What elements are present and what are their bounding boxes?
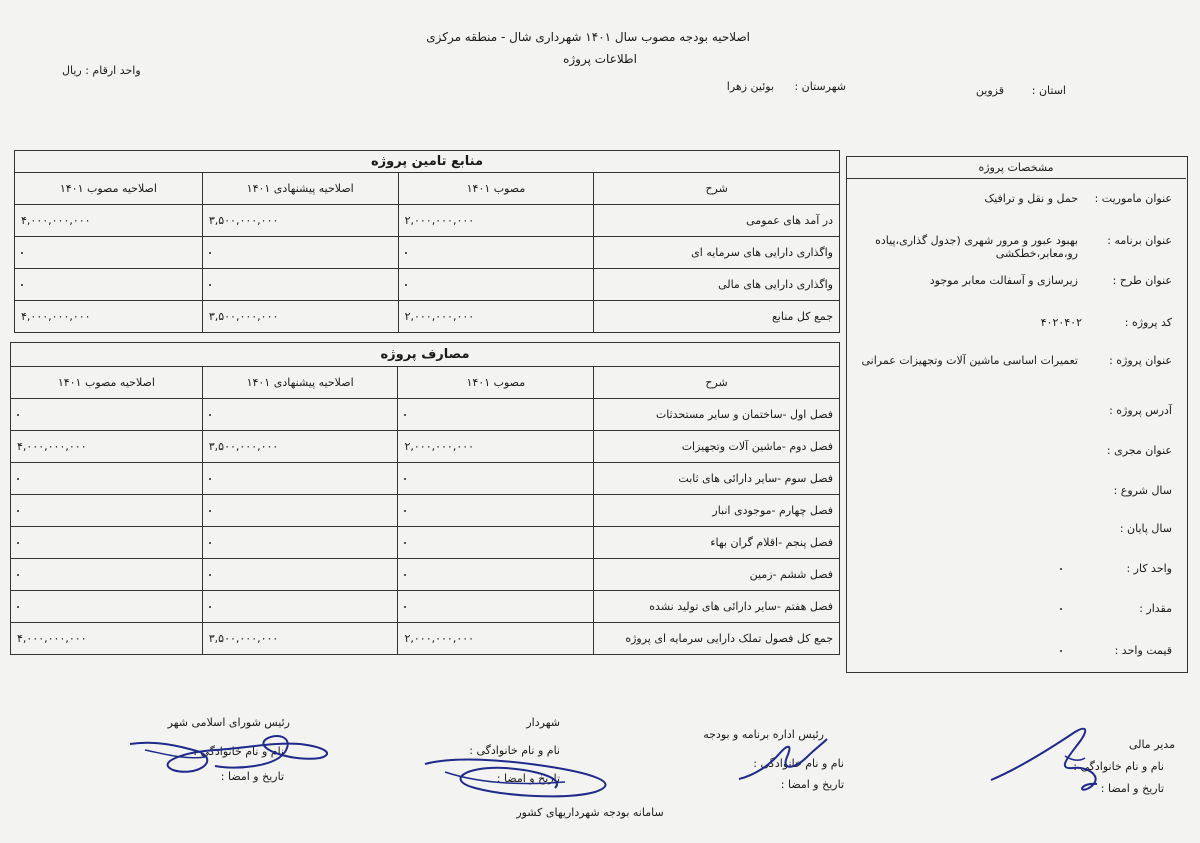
row-desc: جمع کل فصول تملک دارایی سرمایه ای پروژه	[594, 623, 840, 655]
mayor-signature	[415, 752, 635, 812]
empty-dot	[1060, 608, 1062, 610]
empty-dot	[404, 478, 406, 480]
currency-unit: واحد ارقام : ریال	[62, 64, 141, 77]
city-label: شهرستان :	[794, 80, 846, 93]
empty-dot	[17, 542, 19, 544]
council-signature	[125, 722, 345, 792]
cell-final	[11, 527, 203, 559]
costs-table	[10, 342, 840, 655]
table-row	[11, 463, 840, 495]
funding-col-approved: مصوب ۱۴۰۱	[398, 173, 594, 205]
spec-value	[1060, 602, 1062, 615]
cell-final	[11, 463, 203, 495]
cell-proposed	[202, 527, 398, 559]
spec-label: عنوان برنامه :	[1107, 234, 1172, 247]
spec-value: حمل و نقل و ترافیک	[984, 192, 1078, 205]
spec-row	[846, 562, 1172, 582]
cell-proposed	[202, 495, 398, 527]
funding-col-final: اصلاحیه مصوب ۱۴۰۱	[15, 173, 203, 205]
council-name: نام و نام خانوادگی :	[193, 745, 284, 758]
funding-title: منابع تامین پروژه	[15, 151, 840, 173]
spec-value: بهبود عبور و مرور شهری (جدول گذاری،پیاده رو،معابر،خطکشی	[875, 234, 1078, 260]
empty-dot	[404, 510, 406, 512]
document-subtitle: اطلاعات پروژه	[563, 52, 637, 66]
empty-dot	[404, 574, 406, 576]
row-desc: فصل اول -ساختمان و سایر مستحدثات	[594, 399, 840, 431]
spec-label: مقدار :	[1139, 602, 1172, 615]
spec-row	[846, 354, 1172, 374]
row-desc: فصل ششم -زمین	[594, 559, 840, 591]
spec-row	[846, 484, 1172, 504]
empty-dot	[209, 510, 211, 512]
cell-final	[11, 559, 203, 591]
empty-dot	[404, 542, 406, 544]
spec-value: تعمیرات اساسی ماشین آلات وتجهیزات عمرانی	[861, 354, 1078, 367]
row-desc: فصل پنجم -اقلام گران بهاء	[594, 527, 840, 559]
budget-date: تاریخ و امضا :	[780, 778, 844, 791]
spec-value	[1060, 562, 1062, 575]
spec-row	[846, 644, 1172, 664]
empty-dot	[1060, 568, 1062, 570]
cell-approved	[398, 269, 594, 301]
cell-proposed	[202, 269, 398, 301]
cell-approved: ۲,۰۰۰,۰۰۰,۰۰۰	[398, 623, 594, 655]
cell-final	[11, 399, 203, 431]
budget-name: نام و نام خانوادگی :	[753, 757, 844, 770]
cell-approved	[398, 237, 594, 269]
cell-approved	[398, 495, 594, 527]
empty-dot	[404, 414, 406, 416]
finance-role: مدیر مالی	[1128, 738, 1175, 751]
empty-dot	[209, 574, 211, 576]
empty-dot	[17, 414, 19, 416]
cell-final	[15, 237, 203, 269]
document-title: اصلاحیه بودجه مصوب سال ۱۴۰۱ شهرداری شال - منطقه مرکزی	[426, 30, 750, 44]
spec-label: عنوان مجری :	[1106, 444, 1172, 457]
spec-label: عنوان ماموریت :	[1094, 192, 1172, 205]
empty-dot	[17, 574, 19, 576]
row-desc: در آمد های عمومی	[594, 205, 840, 237]
spec-row	[846, 234, 1172, 260]
cell-approved	[398, 463, 594, 495]
cell-proposed: ۳,۵۰۰,۰۰۰,۰۰۰	[202, 301, 398, 333]
cell-approved	[398, 591, 594, 623]
council-date: تاریخ و امضا :	[220, 770, 284, 783]
cell-approved	[398, 559, 594, 591]
cell-final: ۴,۰۰۰,۰۰۰,۰۰۰	[11, 623, 203, 655]
empty-dot	[405, 284, 407, 286]
cell-final	[15, 269, 203, 301]
row-desc: فصل هفتم -سایر دارائی های تولید نشده	[594, 591, 840, 623]
row-desc: فصل چهارم -موجودی انبار	[594, 495, 840, 527]
empty-dot	[209, 284, 211, 286]
funding-col-proposed: اصلاحیه پیشنهادی ۱۴۰۱	[202, 173, 398, 205]
funding-col-desc: شرح	[594, 173, 840, 205]
spec-value	[1060, 644, 1062, 657]
empty-dot	[1060, 650, 1062, 652]
spec-value: ۴۰۲۰۴۰۲	[1040, 316, 1082, 329]
province-label: استان :	[1031, 84, 1066, 97]
spec-label: آدرس پروژه :	[1109, 404, 1172, 417]
empty-dot	[21, 284, 23, 286]
finance-name: نام و نام خانوادگی :	[1073, 760, 1164, 773]
cell-proposed: ۳,۵۰۰,۰۰۰,۰۰۰	[202, 623, 398, 655]
costs-col-desc: شرح	[594, 367, 840, 399]
budget-signature	[735, 735, 835, 785]
cell-final: ۴,۰۰۰,۰۰۰,۰۰۰	[15, 301, 203, 333]
spec-label: واحد کار :	[1126, 562, 1172, 575]
mayor-date: تاریخ و امضا :	[496, 772, 560, 785]
empty-dot	[17, 478, 19, 480]
budget-role: رئیس اداره برنامه و بودجه	[703, 728, 824, 741]
spec-row	[846, 522, 1172, 542]
finance-date: تاریخ و امضا :	[1100, 782, 1164, 795]
empty-dot	[17, 606, 19, 608]
footer-system-name: سامانه بودجه شهرداریهای کشور	[516, 806, 664, 819]
spec-row	[846, 404, 1172, 424]
empty-dot	[21, 252, 23, 254]
table-row	[11, 527, 840, 559]
cell-approved: ۲,۰۰۰,۰۰۰,۰۰۰	[398, 301, 594, 333]
table-row	[11, 431, 840, 463]
cell-proposed	[202, 399, 398, 431]
finance-signature	[985, 722, 1125, 802]
row-desc: واگذاری دارایی های مالی	[594, 269, 840, 301]
row-desc: فصل سوم -سایر دارائی های ثابت	[594, 463, 840, 495]
spec-label: عنوان طرح :	[1112, 274, 1172, 287]
cell-proposed	[202, 591, 398, 623]
cell-approved	[398, 399, 594, 431]
spec-label: کد پروژه :	[1124, 316, 1172, 329]
costs-col-proposed: اصلاحیه پیشنهادی ۱۴۰۱	[202, 367, 398, 399]
table-row	[11, 559, 840, 591]
city-value: بوئین زهرا	[726, 80, 774, 93]
spec-label: عنوان پروژه :	[1109, 354, 1172, 367]
row-desc: جمع کل منابع	[594, 301, 840, 333]
empty-dot	[209, 478, 211, 480]
spec-row	[846, 274, 1172, 294]
costs-col-approved: مصوب ۱۴۰۱	[398, 367, 594, 399]
table-row	[15, 237, 840, 269]
cell-approved	[398, 527, 594, 559]
project-spec-rows	[846, 156, 1186, 671]
empty-dot	[17, 510, 19, 512]
table-row-total	[11, 623, 840, 655]
project-spec-title: مشخصات پروژه	[846, 156, 1186, 179]
cell-proposed	[202, 463, 398, 495]
mayor-role: شهردار	[526, 716, 560, 729]
cell-final: ۴,۰۰۰,۰۰۰,۰۰۰	[15, 205, 203, 237]
cell-final	[11, 495, 203, 527]
table-row	[15, 269, 840, 301]
spec-value: زیرسازی و آسفالت معابر موجود	[929, 274, 1078, 287]
mayor-name: نام و نام خانوادگی :	[469, 744, 560, 757]
spec-row	[846, 602, 1172, 622]
empty-dot	[209, 542, 211, 544]
spec-row	[846, 192, 1172, 212]
empty-dot	[405, 252, 407, 254]
costs-title: مصارف پروژه	[11, 343, 840, 367]
spec-row	[846, 444, 1172, 464]
table-row	[11, 495, 840, 527]
cell-proposed	[202, 559, 398, 591]
empty-dot	[209, 606, 211, 608]
row-desc: واگذاری دارایی های سرمایه ای	[594, 237, 840, 269]
table-row	[11, 399, 840, 431]
costs-col-final: اصلاحیه مصوب ۱۴۰۱	[11, 367, 203, 399]
funding-table	[14, 150, 840, 333]
cell-final	[11, 591, 203, 623]
cell-proposed: ۳,۵۰۰,۰۰۰,۰۰۰	[202, 205, 398, 237]
spec-row	[846, 316, 1172, 336]
council-role: رئیس شورای اسلامی شهر	[167, 716, 290, 729]
spec-label: سال پایان :	[1119, 522, 1172, 535]
province-value: قزوین	[975, 84, 1004, 97]
table-row	[15, 205, 840, 237]
empty-dot	[209, 252, 211, 254]
cell-proposed: ۳,۵۰۰,۰۰۰,۰۰۰	[202, 431, 398, 463]
cell-approved: ۲,۰۰۰,۰۰۰,۰۰۰	[398, 205, 594, 237]
empty-dot	[404, 606, 406, 608]
cell-approved: ۲,۰۰۰,۰۰۰,۰۰۰	[398, 431, 594, 463]
table-row	[11, 591, 840, 623]
cell-final: ۴,۰۰۰,۰۰۰,۰۰۰	[11, 431, 203, 463]
empty-dot	[209, 414, 211, 416]
spec-label: سال شروع :	[1113, 484, 1172, 497]
row-desc: فصل دوم -ماشین آلات وتجهیزات	[594, 431, 840, 463]
cell-proposed	[202, 237, 398, 269]
table-row-total	[15, 301, 840, 333]
spec-label: قیمت واحد :	[1114, 644, 1172, 657]
